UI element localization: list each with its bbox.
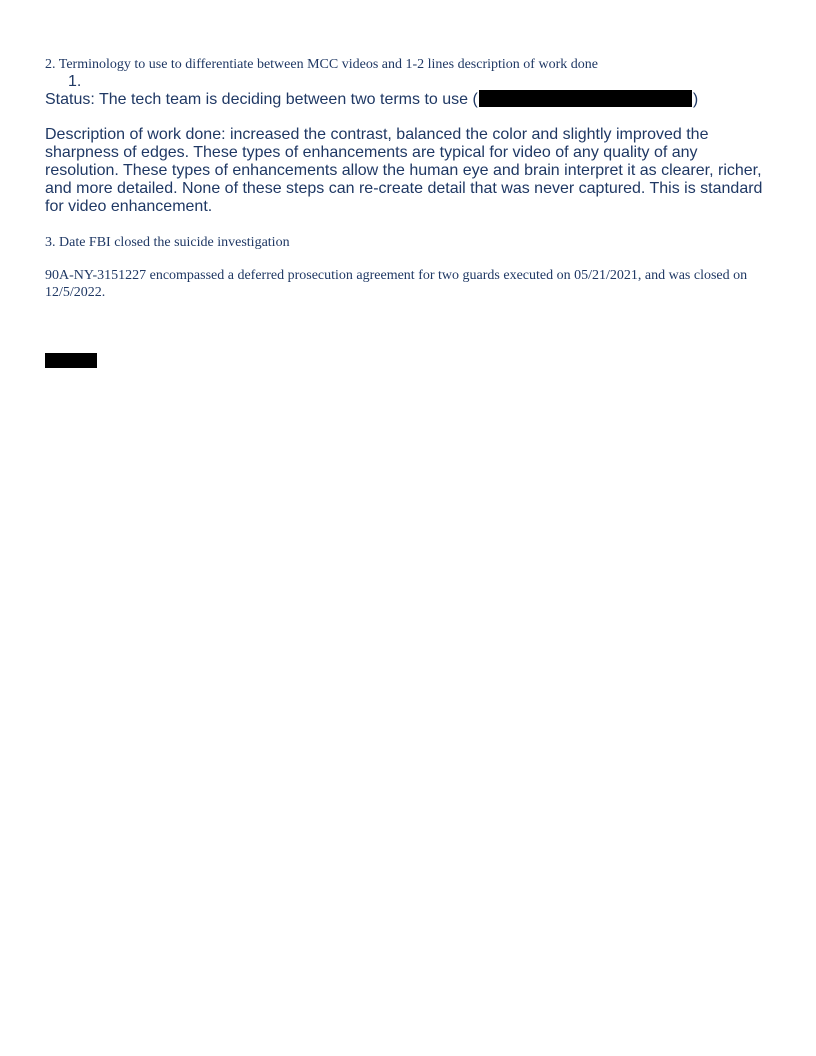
- inline-redaction: [479, 90, 692, 107]
- sub-item-number: 1.: [68, 73, 82, 90]
- status-prefix: Status: The tech team is deciding between two terms to use (: [45, 91, 478, 108]
- item-2-heading: 2. Terminology to use to differentiate between MCC videos and 1-2 lines description of work done: [45, 57, 598, 72]
- block-redaction: [45, 353, 97, 368]
- work-description: Description of work done: increased the contrast, balanced the color and slightly improved the sharpness of edges. These types of enhancements are typical for video of any quality of any resolution. These types of enhancements allow the human eye and brain interpret it as clearer, richer, and more detailed. None of these steps can re-create detail that was never captured. This is standard for video enhancement.: [45, 126, 763, 215]
- item-3-heading: 3. Date FBI closed the suicide investigation: [45, 235, 290, 250]
- closure-paragraph: 90A-NY-3151227 encompassed a deferred prosecution agreement for two guards executed on 05/21/2021, and was closed on 12/5/2022.: [45, 268, 748, 300]
- status-suffix: ): [692, 91, 699, 108]
- status-line: [45, 90, 698, 109]
